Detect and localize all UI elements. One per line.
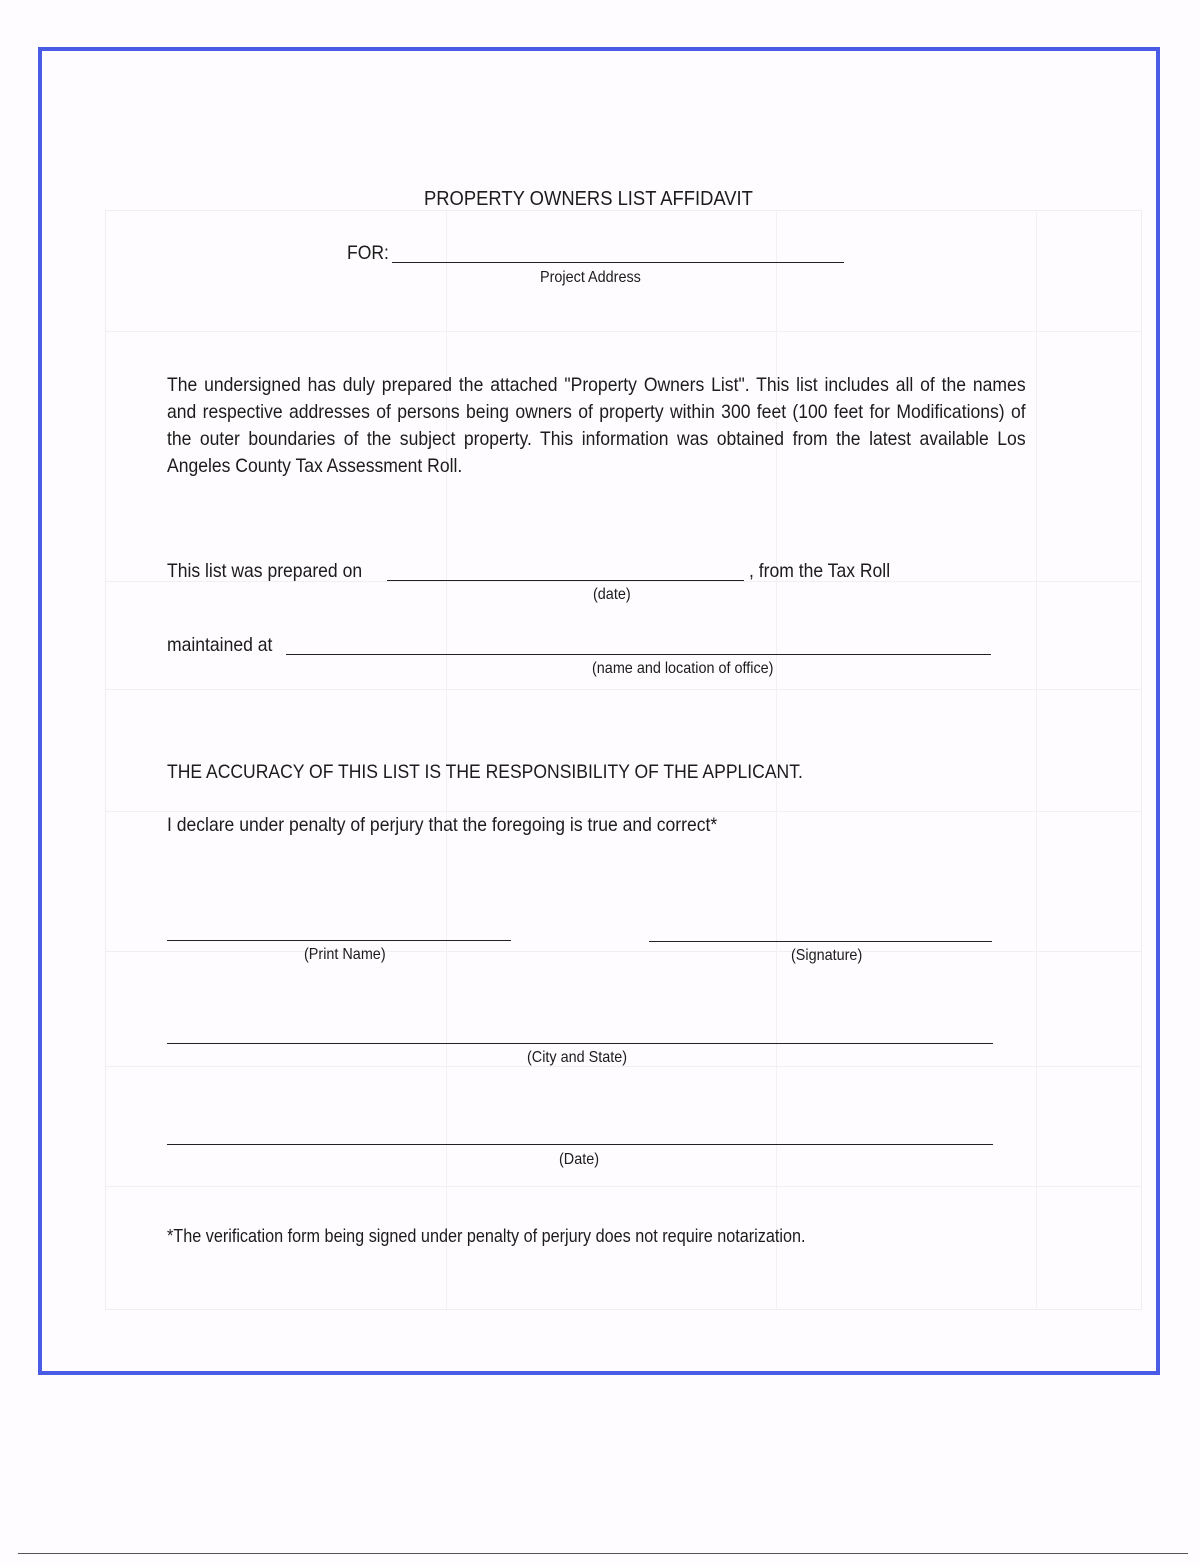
project-address-field[interactable] — [392, 262, 844, 263]
footnote: *The verification form being signed under penalty of perjury does not require notarization. — [167, 1226, 806, 1246]
print-name-caption: (Print Name) — [304, 946, 386, 963]
office-location-field[interactable] — [286, 654, 991, 655]
from-tax-roll-label: , from the Tax Roll — [749, 560, 891, 582]
office-caption: (name and location of office) — [592, 660, 774, 677]
bottom-rule — [18, 1553, 1188, 1554]
signature-date-caption: (Date) — [559, 1151, 600, 1168]
accuracy-statement: THE ACCURACY OF THIS LIST IS THE RESPONSIBILITY OF THE APPLICANT. — [167, 761, 803, 783]
signature-date-field[interactable] — [167, 1144, 993, 1145]
declaration-text: I declare under penalty of perjury that the foregoing is true and correct* — [167, 814, 718, 836]
prepared-on-label: This list was prepared on — [167, 560, 363, 582]
maintained-at-label: maintained at — [167, 634, 273, 656]
city-state-caption: (City and State) — [527, 1049, 628, 1066]
signature-field[interactable] — [649, 941, 992, 942]
project-address-caption: Project Address — [540, 269, 641, 286]
for-label: FOR: — [347, 242, 389, 264]
prepared-date-field[interactable] — [387, 580, 744, 581]
affidavit-paragraph: The undersigned has duly prepared the attached "Property Owners List". This list includes all of the names and respective addresses of persons being owners of property within 300 feet (100 feet for Modifications) of the outer boundaries of the subject property. This information was obtained from the latest available Los Angeles County Tax Assessment Roll. — [167, 374, 1026, 477]
page-title: PROPERTY OWNERS LIST AFFIDAVIT — [424, 188, 753, 210]
signature-caption: (Signature) — [791, 947, 863, 964]
date-caption: (date) — [593, 586, 631, 603]
print-name-field[interactable] — [167, 940, 511, 941]
city-state-field[interactable] — [167, 1043, 993, 1044]
